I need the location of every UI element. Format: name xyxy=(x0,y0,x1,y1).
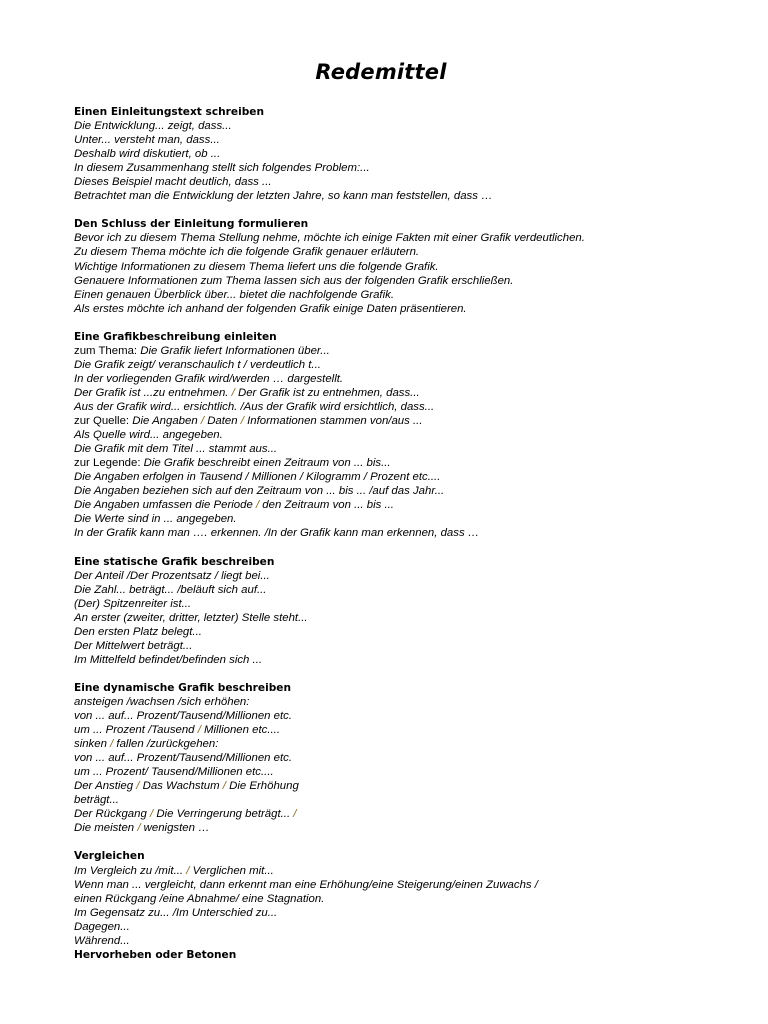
phrase-text: Die Entwicklung... zeigt, dass... xyxy=(74,120,232,133)
phrase-text: Die Erhöhung xyxy=(225,780,299,793)
phrase-text: An erster (zweiter, dritter, letzter) Stelle steht... xyxy=(74,611,308,624)
phrase-line xyxy=(74,274,734,288)
phrase-line xyxy=(74,526,734,540)
slash-separator: / xyxy=(110,738,114,751)
phrase-line xyxy=(74,245,734,259)
slash-separator: / xyxy=(149,808,154,821)
phrase-text: Die meisten xyxy=(74,822,138,835)
phrase-text: Die Grafik beschreibt einen Zeitraum von ... bis... xyxy=(143,457,391,470)
slash-separator: / xyxy=(231,386,235,399)
section-heading: Hervorheben oder Betonen xyxy=(74,948,237,961)
phrase-text: Verglichen mit... xyxy=(189,864,274,877)
phrase-line xyxy=(74,793,734,807)
phrase-line xyxy=(74,414,734,428)
phrase-text: wenigsten … xyxy=(140,822,210,835)
section-heading: Einen Einleitungstext schreiben xyxy=(74,106,265,118)
phrase-text: Die Angaben erfolgen in Tausend / Millionen / Kilogramm / Prozent etc.... xyxy=(74,471,441,484)
phrase-line xyxy=(74,147,734,161)
phrase-text: Die Grafik mit dem Titel ... stammt aus... xyxy=(74,443,278,456)
phrase-line xyxy=(74,119,734,133)
phrase-line xyxy=(74,484,734,498)
phrase-line xyxy=(74,597,734,611)
phrase-line xyxy=(74,470,734,484)
phrase-text: Im Mittelfeld befindet/befinden sich ... xyxy=(74,653,263,666)
phrase-text: Als Quelle wird... angegeben. xyxy=(74,429,223,442)
phrase-text: Als erstes möchte ich anhand der folgenden Grafik einige Daten präsentieren. xyxy=(74,302,467,315)
phrase-text: sinken xyxy=(74,738,111,751)
phrase-line xyxy=(74,428,734,442)
slash-separator: / xyxy=(137,822,141,835)
phrase-line xyxy=(74,302,734,316)
phrase-line xyxy=(74,920,734,934)
phrase-line xyxy=(74,906,734,920)
phrase-text: Der Rückgang xyxy=(74,808,150,821)
slash-separator: / xyxy=(200,415,205,428)
phrase-text: Die Werte sind in ... angegeben. xyxy=(74,513,237,526)
phrase-text: Die Angaben beziehen sich auf den Zeitraum von ... bis ... /auf das Jahr... xyxy=(74,485,445,498)
section-heading: Den Schluss der Einleitung formulieren xyxy=(74,218,309,231)
phrase-text: Während... xyxy=(74,934,130,947)
slash-separator: / xyxy=(197,724,201,737)
document-body xyxy=(74,105,734,962)
phrase-line xyxy=(74,765,734,779)
phrase-text: Millionen etc.... xyxy=(200,724,280,737)
phrase-text: Dagegen... xyxy=(74,920,130,933)
section-heading: Eine Grafikbeschreibung einleiten xyxy=(74,330,277,343)
document-section xyxy=(74,849,734,947)
phrase-line xyxy=(74,892,734,906)
section-heading: Eine statische Grafik beschreiben xyxy=(74,555,275,568)
section-heading: Eine dynamische Grafik beschreiben xyxy=(74,681,292,694)
phrase-line xyxy=(74,934,734,948)
phrase-line xyxy=(74,751,734,765)
phrase-line xyxy=(74,372,734,386)
phrase-text: In der Grafik kann man …. erkennen. /In der Grafik kann man erkennen, dass … xyxy=(74,527,480,540)
phrase-line xyxy=(74,231,734,245)
phrase-line xyxy=(74,358,734,372)
slash-separator: / xyxy=(136,780,140,793)
phrase-line xyxy=(74,864,734,878)
phrase-text: Bevor ich zu diesem Thema Stellung nehme, möchte ich einige Fakten mit einer Grafik verdeutlichen. xyxy=(74,232,585,245)
phrase-text: zur Quelle: xyxy=(74,415,133,428)
phrase-line xyxy=(74,779,734,793)
slash-separator: / xyxy=(186,864,190,877)
phrase-text: Die Angaben xyxy=(132,415,201,428)
phrase-line xyxy=(74,653,734,667)
phrase-line xyxy=(74,175,734,189)
document-section xyxy=(74,948,734,962)
phrase-text: Den ersten Platz belegt... xyxy=(74,625,202,638)
phrase-line xyxy=(74,807,734,821)
document-section xyxy=(74,330,734,541)
phrase-text: Zu diesem Thema möchte ich die folgende Grafik genauer erläutern. xyxy=(74,246,420,259)
phrase-text: Wichtige Informationen zu diesem Thema liefert uns die folgende Grafik. xyxy=(74,260,439,273)
phrase-text: Dieses Beispiel macht deutlich, dass ... xyxy=(74,176,272,189)
phrase-text: Der Grafik ist ...zu entnehmen. xyxy=(74,386,232,399)
phrase-line xyxy=(74,260,734,274)
phrase-text: Im Vergleich zu /mit... xyxy=(74,864,187,877)
phrase-line xyxy=(74,386,734,400)
phrase-text: zum Thema: xyxy=(74,344,141,357)
slash-separator: / xyxy=(222,780,226,793)
document-section xyxy=(74,105,734,203)
phrase-line xyxy=(74,737,734,751)
phrase-line xyxy=(74,161,734,175)
slash-separator: / xyxy=(255,499,260,512)
phrase-text: Die Grafik zeigt/ veranschaulich t / verdeutlich t... xyxy=(74,358,321,371)
phrase-text: Unter... versteht man, dass... xyxy=(74,134,220,147)
slash-separator: / xyxy=(240,415,244,428)
phrase-line xyxy=(74,133,734,147)
phrase-line xyxy=(74,498,734,512)
phrase-text: Die Grafik liefert Informationen über... xyxy=(140,344,330,357)
phrase-text: Deshalb wird diskutiert, ob ... xyxy=(74,148,221,161)
phrase-text: Die Verringerung beträgt... xyxy=(153,808,294,821)
phrase-line xyxy=(74,821,734,835)
phrase-text: Der Anteil /Der Prozentsatz / liegt bei... xyxy=(74,569,270,582)
phrase-text: Das Wachstum xyxy=(139,780,223,793)
phrase-text: beträgt... xyxy=(74,794,119,807)
phrase-line xyxy=(74,344,734,358)
phrase-line xyxy=(74,456,734,470)
phrase-text: Informationen stammen von/aus ... xyxy=(243,415,423,428)
phrase-line xyxy=(74,723,734,737)
phrase-line xyxy=(74,512,734,526)
phrase-text: Der Mittelwert beträgt... xyxy=(74,639,193,652)
slash-separator: / xyxy=(293,808,297,821)
phrase-line xyxy=(74,695,734,709)
phrase-text: Im Gegensatz zu... /Im Unterschied zu... xyxy=(74,906,278,919)
phrase-text: Der Grafik ist zu entnehmen, dass... xyxy=(234,386,420,399)
page-title: Redemittel xyxy=(315,60,447,84)
phrase-text: In der vorliegenden Grafik wird/werden … dargestellt. xyxy=(74,372,344,385)
phrase-text: Einen genauen Überblick über... bietet die nachfolgende Grafik. xyxy=(74,288,394,301)
phrase-text: einen Rückgang /eine Abnahme/ eine Stagnation. xyxy=(74,892,325,905)
phrase-line xyxy=(74,625,734,639)
phrase-line xyxy=(74,639,734,653)
phrase-text: den Zeitraum von ... bis ... xyxy=(259,499,394,512)
phrase-text: ansteigen /wachsen /sich erhöhen: xyxy=(74,695,250,708)
section-heading: Vergleichen xyxy=(74,850,145,863)
phrase-line xyxy=(74,709,734,723)
phrase-line xyxy=(74,400,734,414)
phrase-text: Aus der Grafik wird... ersichtlich. /Aus der Grafik wird ersichtlich, dass... xyxy=(74,400,435,413)
phrase-text: von ... auf... Prozent/Tausend/Millionen etc. xyxy=(74,710,293,723)
phrase-text: In diesem Zusammenhang stellt sich folgendes Problem:... xyxy=(74,162,370,175)
phrase-text: um ... Prozent/ Tausend/Millionen etc.... xyxy=(74,766,274,779)
phrase-text: um ... Prozent /Tausend xyxy=(74,724,198,737)
phrase-line xyxy=(74,189,734,203)
document-section xyxy=(74,555,734,667)
phrase-text: Die Zahl... beträgt... /beläuft sich auf... xyxy=(74,583,267,596)
phrase-line xyxy=(74,611,734,625)
phrase-line xyxy=(74,442,734,456)
phrase-text: zur Legende: xyxy=(74,457,144,470)
phrase-text: Betrachtet man die Entwicklung der letzten Jahre, so kann man feststellen, dass … xyxy=(74,190,493,203)
phrase-text: Der Anstieg xyxy=(74,780,137,793)
phrase-text: Wenn man ... vergleicht, dann erkennt man eine Erhöhung/eine Steigerung/einen Zuwachs / xyxy=(74,878,538,891)
phrase-text: von ... auf... Prozent/Tausend/Millionen etc. xyxy=(74,752,293,765)
phrase-text: Genauere Informationen zum Thema lassen sich aus der folgenden Grafik erschließen. xyxy=(74,274,514,287)
phrase-text: (Der) Spitzenreiter ist... xyxy=(74,597,192,610)
phrase-line xyxy=(74,288,734,302)
phrase-line xyxy=(74,878,734,892)
document-section xyxy=(74,217,734,315)
phrase-line xyxy=(74,569,734,583)
phrase-text: Daten xyxy=(204,415,241,428)
document-section xyxy=(74,681,734,836)
phrase-text: fallen /zurückgehen: xyxy=(113,738,219,751)
phrase-line xyxy=(74,583,734,597)
phrase-text: Die Angaben umfassen die Periode xyxy=(74,499,256,512)
